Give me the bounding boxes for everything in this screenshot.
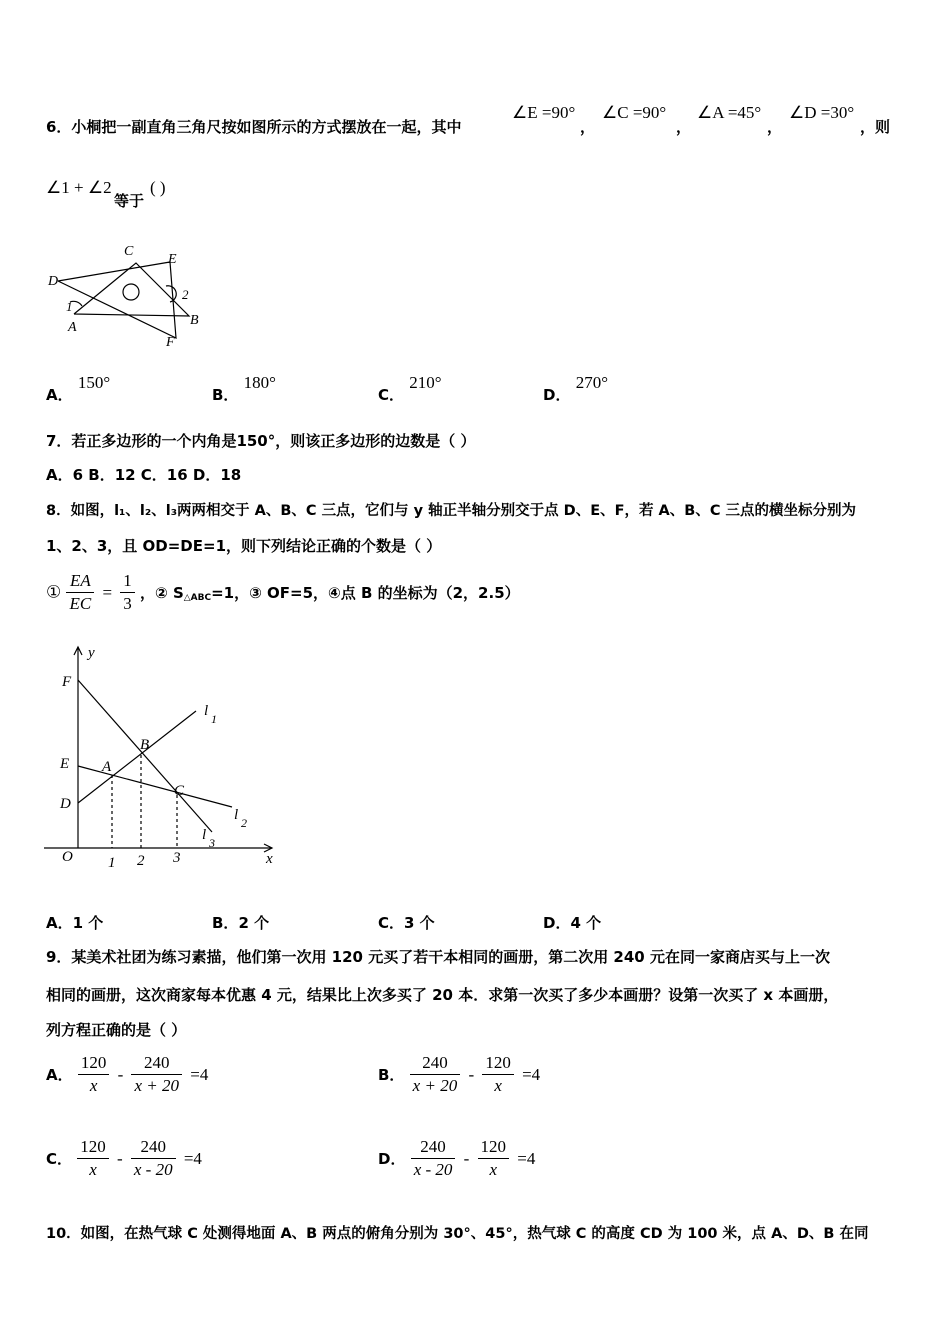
line-l3 (78, 680, 212, 832)
q6-sep-1: ， (580, 118, 596, 136)
option-value: 150° (77, 373, 111, 392)
tick-2: 2 (137, 853, 145, 869)
q8-stem-line2: 1、2、3，且 OD=DE=1，则下列结论正确的个数是（ ） (46, 537, 442, 555)
tick-1: 1 (108, 855, 116, 871)
fraction-2: $\frac{240}{x + 20}$ (131, 1052, 182, 1097)
option-letter: C． (378, 914, 405, 932)
label-l3-sub: 3 (209, 836, 215, 850)
minus-sign: - (463, 1148, 470, 1168)
option-letter: A． (46, 386, 73, 404)
q9-stem-line1: 9．某美术社团为练习素描，他们第一次用 120 元买了若干本相同的画册，第二次用 240 元在同一家商店买与上一次 (46, 948, 830, 966)
fraction-1: $\frac{240}{x - 20}$ (411, 1136, 456, 1181)
equals-four: =4 (183, 1148, 202, 1168)
q8-coordinate-graph (44, 643, 284, 883)
label-b: B (140, 737, 150, 753)
q10-stem: 10．如图，在热气球 C 处测得地面 A、B 两点的俯角分别为 30°、45°，热气球 C 的高度 CD 为 100 米，点 A、D、B 在同 (46, 1226, 869, 1242)
option-letter: A． (46, 1066, 73, 1084)
circle-one: ① (46, 582, 62, 602)
label-l3: l (202, 827, 207, 843)
option-letter: C． (378, 386, 405, 404)
label-origin: O (62, 849, 73, 865)
minus-sign: - (116, 1148, 123, 1168)
q9-option-a[interactable] (46, 1052, 211, 1097)
label-l2: l (234, 807, 239, 823)
q6-triangles-figure (44, 240, 224, 350)
fraction-2: $\frac{120}{x}$ (478, 1136, 510, 1181)
fraction-1: $\frac{240}{x + 20}$ (410, 1052, 461, 1097)
conclusion-2-start: ，② S (140, 584, 184, 602)
fraction-2: $\frac{240}{x - 20}$ (131, 1136, 176, 1181)
q6-angle-a: ∠A =45° (697, 103, 762, 122)
label-l1-sub: 1 (211, 712, 217, 726)
fraction-1: $\frac{120}{x}$ (78, 1052, 110, 1097)
q6-answer-paren: ( ) (150, 178, 166, 197)
label-angle-2: 2 (182, 287, 189, 302)
option-letter: A． (46, 914, 73, 932)
option-letter: B． (212, 386, 239, 404)
option-letter: B． (212, 914, 239, 932)
conclusion-rest: =1，③ OF=5，④点 B 的坐标为（2，2.5） (211, 584, 520, 602)
label-f: F (166, 335, 175, 350)
label-angle-1: 1 (66, 299, 73, 314)
option-letter: B． (378, 1066, 405, 1084)
q6-expression: ∠1 + ∠2 (46, 178, 112, 197)
equals-four: =4 (517, 1148, 536, 1168)
label-d: D (48, 274, 59, 289)
option-value: 4 个 (570, 914, 602, 932)
label-l2-sub: 2 (241, 816, 247, 830)
circle-mark (123, 284, 139, 300)
fraction-one-third: $\frac{1}{3}$ (120, 570, 135, 615)
label-d: D (60, 796, 71, 812)
q6-stem (46, 116, 461, 137)
label-y: y (88, 645, 95, 661)
fraction-ea-ec: $\frac{EA}{EC}$ (66, 570, 94, 615)
q6-angle-d: ∠D =30° (789, 103, 855, 122)
q9-option-d[interactable] (378, 1136, 538, 1181)
q6-sep-3: ， (767, 118, 783, 136)
q6-option-c[interactable] (378, 373, 442, 405)
label-c: C (124, 244, 134, 259)
triangle-abc-subscript: △ABC (183, 593, 212, 603)
label-b: B (190, 313, 199, 328)
option-value: 210° (409, 373, 442, 392)
label-x: x (266, 851, 273, 867)
q9-option-c[interactable] (46, 1136, 205, 1181)
option-value: 3 个 (404, 914, 435, 932)
q6-option-a[interactable] (46, 373, 111, 405)
label-f: F (62, 674, 72, 690)
q8-conclusions (46, 570, 520, 615)
label-a: A (102, 759, 112, 775)
q7-stem: 7．若正多边形的一个内角是150°，则该正多边形的边数是（ ） (46, 432, 476, 450)
q6-option-b[interactable] (212, 373, 276, 405)
q9-stem-line3: 列方程正确的是（ ） (46, 1021, 187, 1039)
option-letter: D． (543, 386, 571, 404)
q6-suffix: ，则 (860, 118, 891, 136)
q6-option-d[interactable] (543, 373, 608, 405)
q8-option-c[interactable] (378, 912, 435, 933)
tick-3: 3 (173, 850, 181, 866)
option-value: 2 个 (238, 914, 270, 932)
minus-sign: - (468, 1064, 475, 1084)
q8-option-d[interactable] (543, 912, 601, 933)
label-e: E (168, 252, 177, 267)
label-e: E (60, 756, 70, 772)
option-value: 180° (243, 373, 276, 392)
option-letter: D． (378, 1150, 406, 1168)
option-letter: C． (46, 1150, 73, 1168)
q6-angle-c: ∠C =90° (602, 103, 667, 122)
fraction-1: $\frac{120}{x}$ (77, 1136, 109, 1181)
q8-option-b[interactable] (212, 912, 269, 933)
label-c: C (174, 783, 185, 799)
option-value: 1 个 (72, 914, 104, 932)
q6-sep-2: ， (676, 118, 692, 136)
minus-sign: - (117, 1064, 124, 1084)
label-a: A (68, 320, 77, 335)
option-letter: D． (543, 914, 571, 932)
equals-four: =4 (522, 1064, 541, 1084)
label-l1: l (204, 703, 209, 719)
equals-four: =4 (190, 1064, 209, 1084)
option-value: 270° (575, 373, 608, 392)
q9-stem-line2: 相同的画册，这次商家每本优惠 4 元，结果比上次多买了 20 本．求第一次买了多少本画册？设第一次买了 x 本画册， (46, 986, 839, 1004)
fraction-2: $\frac{120}{x}$ (482, 1052, 514, 1097)
equals-sign: = (102, 582, 113, 602)
q8-stem-line1: 8．如图，l₁、l₂、l₃两两相交于 A、B、C 三点，它们与 y 轴正半轴分别交于点 D、E、F，若 A、B、C 三点的横坐标分别为 (46, 503, 857, 519)
q6-prefix: 6．小桐把一副直角三角尺按如图所示的方式摆放在一起，其中 (46, 118, 462, 136)
q7-options[interactable]: A．6 B．12 C．16 D．18 (46, 466, 242, 484)
q9-option-b[interactable] (378, 1052, 543, 1097)
q8-option-a[interactable] (46, 912, 103, 933)
q6-angle-e: ∠E =90° (512, 103, 576, 122)
q6-equals-text: 等于 (114, 192, 145, 210)
